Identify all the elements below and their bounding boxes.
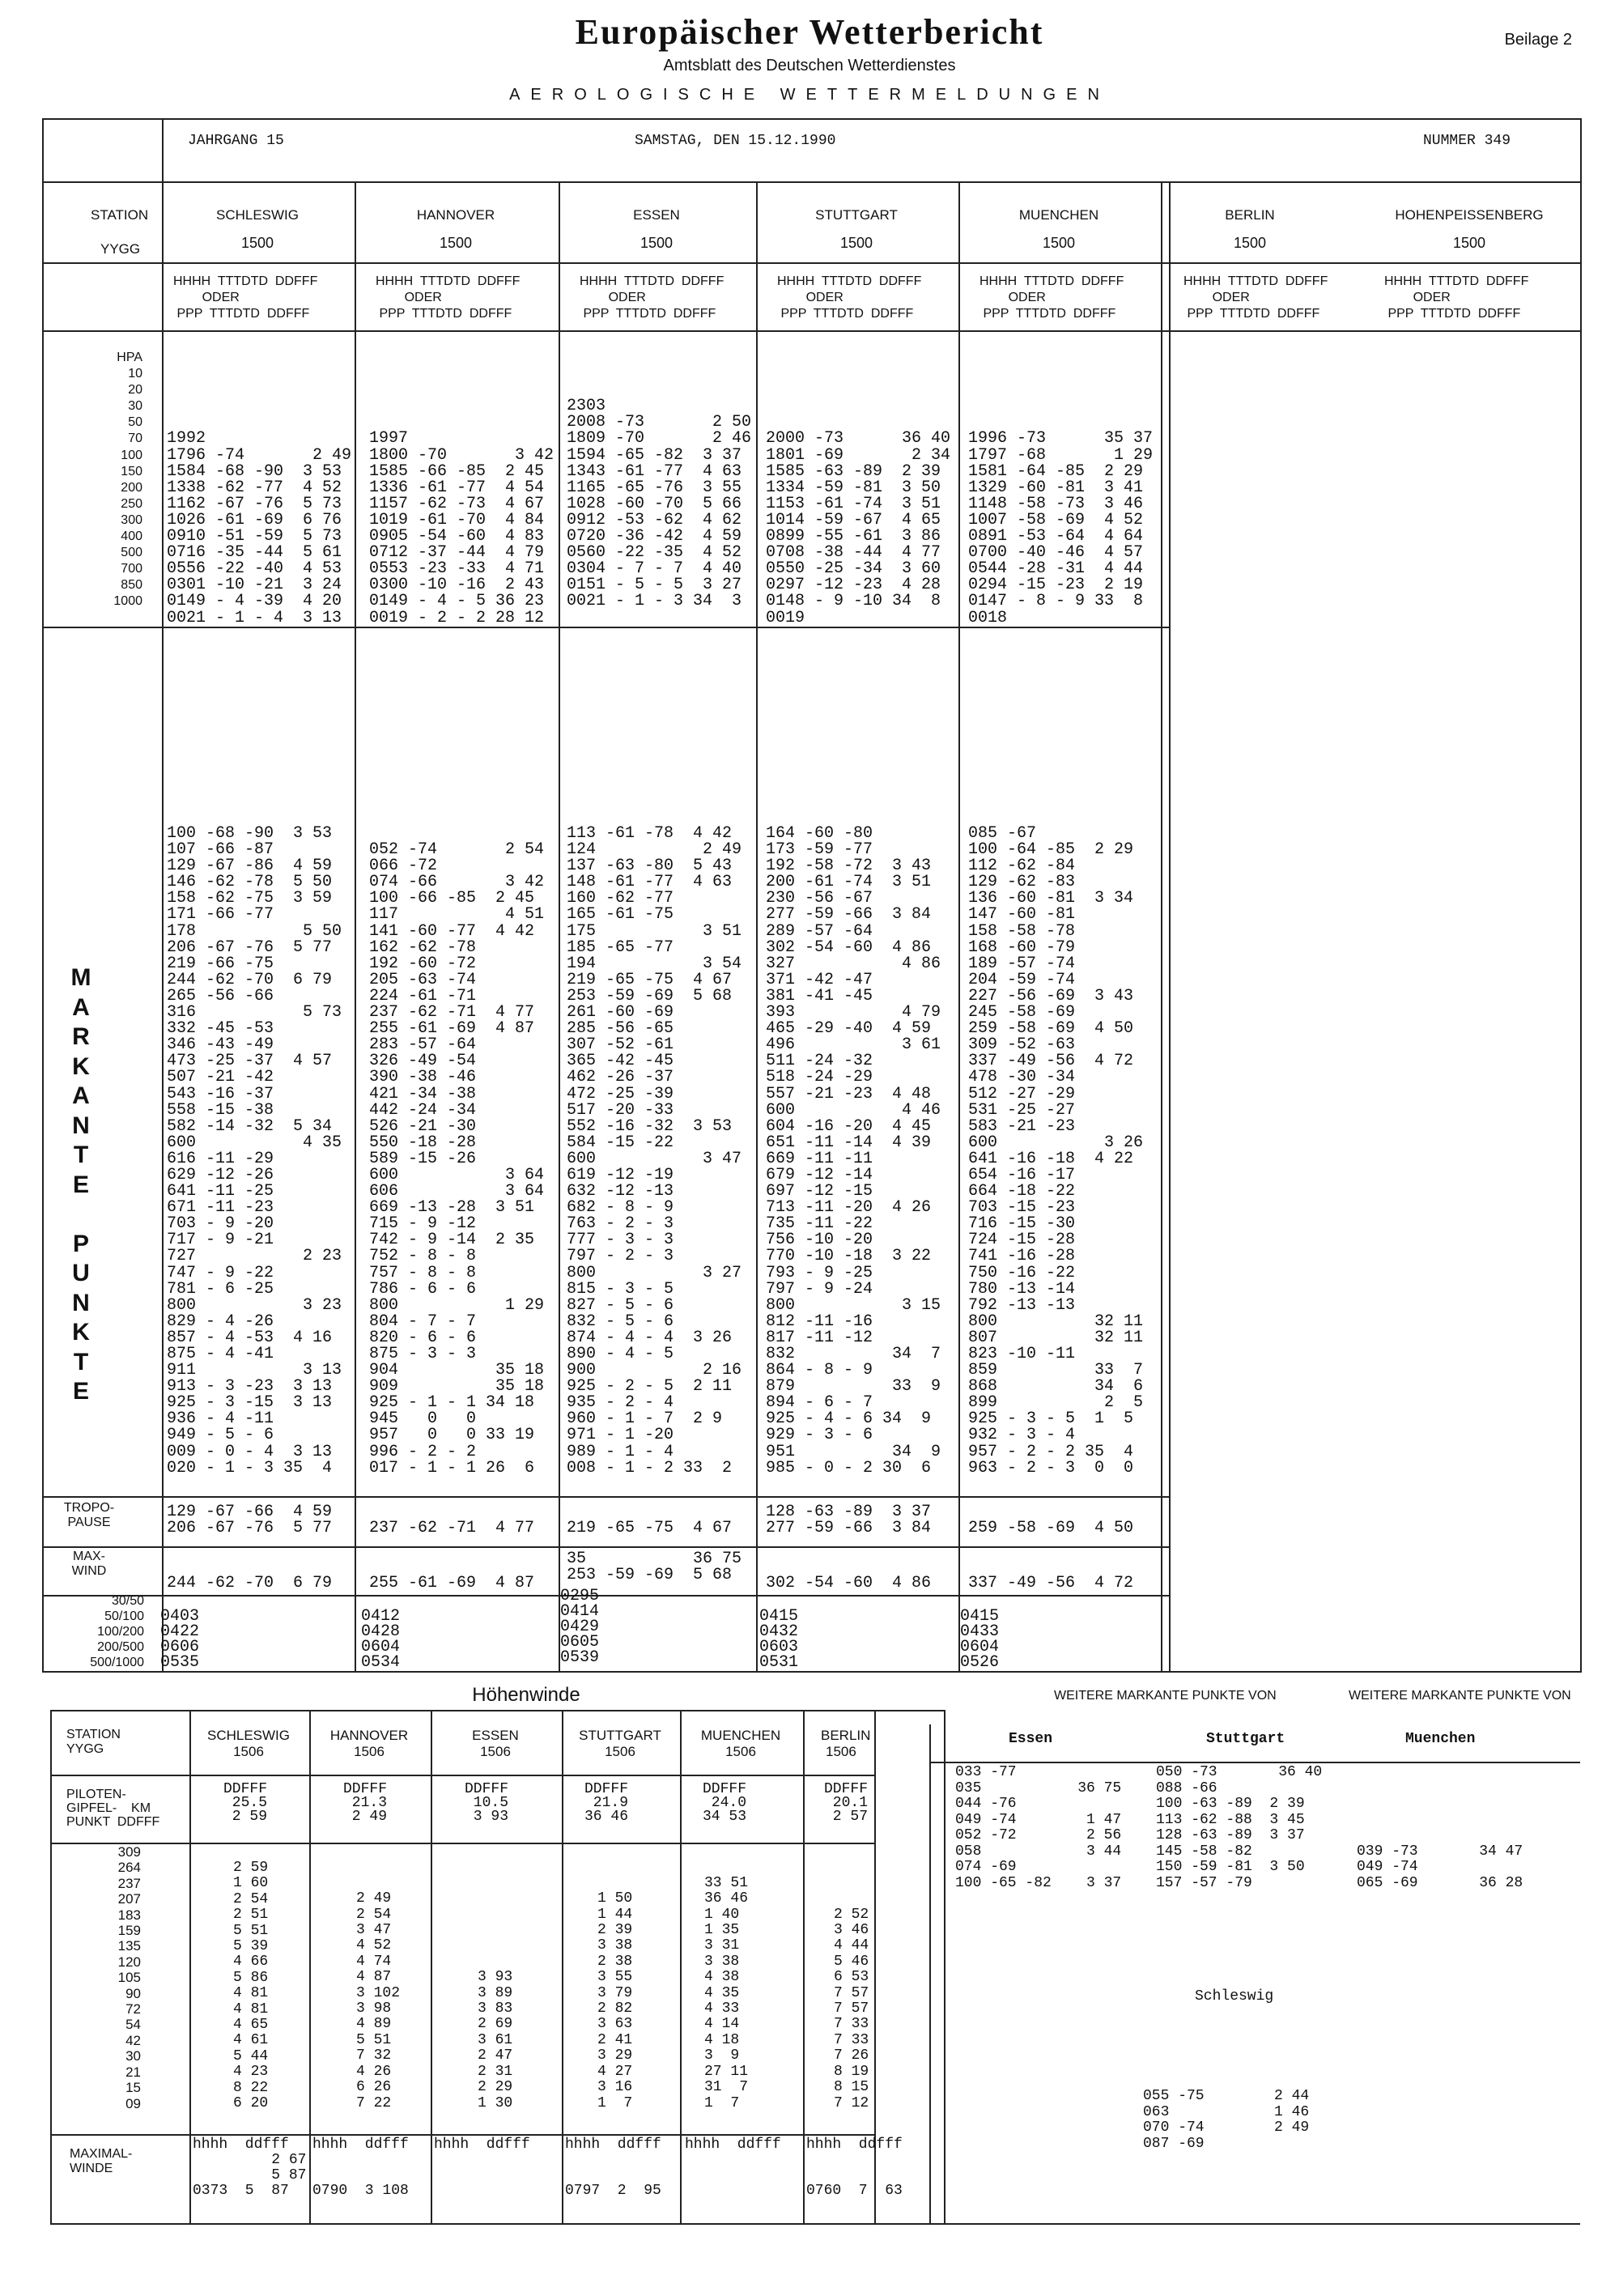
station-time-essen: 1500: [640, 235, 674, 251]
std-levels-hannover: 1997 1800 -70 3 42 1585 -66 -85 2 45 1336 -61 -77 4 54 1157 -62 -73 4 67 1019 -61 -70 4 84 0905 -54 -60 4 83 0712 -37 -44 4 79 0553 -23 -33 4 71 0300 -10 -16 2 43 0149 - 4 - 5 36 23 0019 - 2 - 2 28 12: [369, 429, 555, 627]
hw-yygg-berlin: 1506: [826, 1744, 856, 1759]
beilage-label: Beilage 2: [1504, 31, 1572, 49]
std-levels-essen: 2303 2008 -73 2 50 1809 -70 2 46 1594 -65 -82 3 37 1343 -61 -77 4 63 1165 -65 -76 3 55 1028 -60 -70 5 66 0912 -53 -62 4 62 0720 -36 -42 4 59 0560 -22 -35 4 52 0304 - 7 - 7 4 40 0151 - 5 - 5 3 27 0021 - 1 - 3 34 3: [567, 397, 752, 611]
section-heading: AEROLOGISCHE WETTERMELDUNGEN: [509, 86, 1110, 104]
layers-muenchen: 0415 0433 0604 0526: [960, 1607, 1000, 1672]
layers-stuttgart: 0415 0432 0603 0531: [759, 1607, 799, 1672]
station-name-berlin: BERLIN: [1225, 207, 1275, 223]
station-time-schleswig: 1500: [240, 235, 274, 251]
station-time-stuttgart: 1500: [839, 235, 873, 251]
bulletin-title: Europäischer Wetterbericht: [575, 12, 1044, 52]
column-headers-essen: HHHH TTTDTD DDFFF ODER PPP TTTDTD DDFFF: [580, 274, 725, 321]
hw-station-hannover: HANNOVER: [329, 1728, 409, 1743]
layer-labels: 30/50 50/100 100/200 200/500 500/1000: [90, 1594, 144, 1669]
sig-points-hannover: 052 -74 2 54 066 -72 074 -66 3 42 100 -66 -85 2 45 117 4 51 141 -60 -77 4 42 162 -62 -78 192 -60 -72 205 -63 -74 224 -61 -71 237 -62 -71 4 77 255 -61 -69 4 87 283 -57 -64 326 -49 -54 390 -38 -46 421 -34 -38 442 -24 -34 526 -21 -30 550 -18 -28 589 -15 -26 600 3 64 606 3 64 669 -13 -28 3 51 715 - 9 -12 742 - 9 -14 2 35 752 - 8 - 8 757 - 8 - 8 786 - 6 - 6 800 1 29 804 - 7 - 7 820 - 6 - 6 875 - 3 - 3 904 35 18 909 35 18 925 - 1 - 1 34 18 945 0 0 957 0 0 33 19 996 - 2 - 2 017 - 1 - 1 26 6: [369, 840, 545, 1478]
station-label: STATION: [91, 207, 149, 223]
std-levels-stuttgart: 2000 -73 36 40 1801 -69 2 34 1585 -63 -89 2 39 1334 -59 -81 3 50 1153 -61 -74 3 51 1014 -59 -67 4 65 0899 -55 -61 3 86 0708 -38 -44 4 77 0550 -25 -34 3 60 0297 -12 -23 4 28 0148 - 9 -10 34 8 0019: [766, 429, 951, 627]
tropopause-muenchen: 259 -58 -69 4 50: [968, 1519, 1134, 1538]
weitere-title-1: WEITERE MARKANTE PUNKTE VON: [1054, 1689, 1277, 1703]
station-name-stuttgart: STUTTGART: [815, 207, 898, 223]
sig-points-essen: 113 -61 -78 4 42 124 2 49 137 -63 -80 5 43 148 -61 -77 4 63 160 -62 -77 165 -61 -75 175 3 51 185 -65 -77 194 3 54 219 -65 -75 4 67 253 -59 -69 5 68 261 -60 -69 285 -56 -65 307 -52 -61 365 -42 -45 462 -26 -37 472 -25 -39 517 -20 -33 552 -16 -32 3 53 584 -15 -22 600 3 47 619 -12 -19 632 -12 -13 682 - 8 - 9 763 - 2 - 3 777 - 3 - 3 797 - 2 - 3 800 3 27 815 - 3 - 5 827 - 5 - 6 832 - 5 - 6 874 - 4 - 4 3 26 890 - 4 - 5 900 2 16 925 - 2 - 5 2 11 935 - 2 - 4 960 - 1 - 7 2 9 971 - 1 -20 989 - 1 - 4 008 - 1 - 2 33 2: [567, 824, 742, 1478]
pilot-hannover: DDFFF 21.3 2 49: [343, 1781, 388, 1825]
pilot-label: PILOTEN- GIPFEL- KM PUNKT DDFFF: [66, 1788, 160, 1829]
markante-punkte-label: M A R K A N T E P U N K T E: [70, 964, 91, 1405]
winds-muenchen: 33 51 36 46 1 40 1 35 3 31 3 38 4 38 4 35 4 33 4 14 4 18 3 9 27 11 31 7 1 7: [704, 1874, 749, 2111]
station-name-essen: ESSEN: [633, 207, 680, 223]
column-headers-muenchen: HHHH TTTDTD DDFFF ODER PPP TTTDTD DDFFF: [979, 274, 1124, 321]
hw-station-schleswig: SCHLESWIG: [206, 1728, 291, 1743]
weitere-essen-data: 033 -77 035 36 75 044 -76 049 -74 1 47 052 -72 2 56 058 3 44 074 -69 100 -65 -82 3 37: [955, 1764, 1122, 1891]
weitere-stuttgart-data: 050 -73 36 40 088 -66 100 -63 -89 2 39 113 -62 -88 3 45 128 -63 -89 3 37 145 -58 -82 150 -59 -81 3 50 157 -57 -79: [1156, 1764, 1323, 1891]
hw-yygg-muenchen: 1506: [725, 1744, 756, 1759]
jahrgang: JAHRGANG 15: [188, 133, 284, 149]
column-headers-hannover: HHHH TTTDTD DDFFF ODER PPP TTTDTD DDFFF: [376, 274, 521, 321]
hw-yygg-schleswig: 1506: [233, 1744, 264, 1759]
tropopause-stuttgart: 128 -63 -89 3 37 277 -59 -66 3 84: [766, 1503, 932, 1538]
yygg-label: YYGG: [100, 241, 141, 257]
winds-schleswig: 2 59 1 60 2 54 2 51 5 51 5 39 4 66 5 86 4 81 4 81 4 65 4 61 5 44 4 23 8 22 6 20: [233, 1860, 269, 2112]
station-time-hannover: 1500: [439, 235, 473, 251]
tropopause-essen: 219 -65 -75 4 67: [567, 1519, 733, 1538]
station-name-hannover: HANNOVER: [416, 207, 495, 223]
weitere-essen-title: Essen: [1009, 1731, 1053, 1747]
maxwind-stuttgart: 302 -54 -60 4 86: [766, 1574, 932, 1593]
tropopause-label: TROPO- PAUSE: [63, 1501, 115, 1529]
pilot-essen: DDFFF 10.5 3 93: [465, 1781, 509, 1825]
maxwind-muenchen: 337 -49 -56 4 72: [968, 1574, 1134, 1593]
column-headers-hohenpeissenberg: HHHH TTTDTD DDFFF ODER PPP TTTDTD DDFFF: [1384, 274, 1529, 321]
sig-points-stuttgart: 164 -60 -80 173 -59 -77 192 -58 -72 3 43 200 -61 -74 3 51 230 -56 -67 277 -59 -66 3 84 289 -57 -64 302 -54 -60 4 86 327 4 86 371 -42 -47 381 -41 -45 393 4 79 465 -29 -40 4 59 496 3 61 511 -24 -32 518 -24 -29 557 -21 -23 4 48 600 4 46 604 -16 -20 4 45 651 -11 -14 4 39 669 -11 -11 679 -12 -14 697 -12 -15 713 -11 -20 4 26 735 -11 -22 756 -10 -20 770 -10 -18 3 22 793 - 9 -25 797 - 9 -24 800 3 15 812 -11 -16 817 -11 -12 832 34 7 864 - 8 - 9 879 33 9 894 - 6 - 7 925 - 4 - 6 34 9 929 - 3 - 6 951 34 9 985 - 0 - 2 30 6: [766, 824, 941, 1478]
pilot-stuttgart: DDFFF 21.9 36 46: [584, 1781, 629, 1825]
maxwinde-essen: hhhh ddfff: [434, 2137, 530, 2153]
station-name-hohenpeissenberg: HOHENPEISSENBERG: [1395, 207, 1544, 223]
hw-station-berlin: BERLIN: [821, 1728, 871, 1743]
station-time-muenchen: 1500: [1042, 235, 1076, 251]
winds-berlin: 2 52 3 46 4 44 5 46 6 53 7 57 7 57 7 33 7 33 7 26 8 19 8 15 7 12: [834, 1906, 869, 2111]
maxwinde-stuttgart: hhhh ddfff 0797 2 95: [565, 2137, 661, 2199]
maxwinde-muenchen: hhhh ddfff: [685, 2137, 781, 2153]
weitere-muenchen-title: Muenchen: [1405, 1731, 1476, 1747]
tropopause-schleswig: 129 -67 -66 4 59 206 -67 -76 5 77: [167, 1503, 333, 1538]
bulletin-subtitle: Amtsblatt des Deutschen Wetterdienstes: [663, 57, 956, 74]
layers-schleswig: 0403 0422 0606 0535: [160, 1607, 200, 1672]
maxwind-schleswig: 244 -62 -70 6 79: [167, 1574, 333, 1593]
maxwinde-berlin: hhhh ddfff 0760 7 63: [806, 2137, 903, 2199]
weitere-muenchen-data: 039 -73 34 47 049 -74 065 -69 36 28: [1357, 1843, 1523, 1891]
weitere-schleswig-data: 055 -75 2 44 063 1 46 070 -74 2 49 087 -69: [1143, 2088, 1310, 2152]
column-headers-berlin: HHHH TTTDTD DDFFF ODER PPP TTTDTD DDFFF: [1183, 274, 1328, 321]
maxwinde-label: MAXIMAL- WINDE: [70, 2147, 133, 2175]
sig-points-schleswig: 100 -68 -90 3 53 107 -66 -87 129 -67 -86 4 59 146 -62 -78 5 50 158 -62 -75 3 59 171 -66 -77 178 5 50 206 -67 -76 5 77 219 -66 -75 244 -62 -70 6 79 265 -56 -66 316 5 73 332 -45 -53 346 -43 -49 473 -25 -37 4 57 507 -21 -42 543 -16 -37 558 -15 -38 582 -14 -32 5 34 600 4 35 616 -11 -29 629 -12 -26 641 -11 -25 671 -11 -23 703 - 9 -20 717 - 9 -21 727 2 23 747 - 9 -22 781 - 6 -25 800 3 23 829 - 4 -26 857 - 4 -53 4 16 875 - 4 -41 911 3 13 913 - 3 -23 3 13 925 - 3 -15 3 13 936 - 4 -11 949 - 5 - 6 009 - 0 - 4 3 13 020 - 1 - 3 35 4: [167, 824, 342, 1478]
maxwind-hannover: 255 -61 -69 4 87: [369, 1574, 535, 1593]
maxwinde-schleswig: hhhh ddfff 2 67 5 87 0373 5 87: [193, 2137, 307, 2199]
pilot-berlin: DDFFF 20.1 2 57: [824, 1781, 869, 1825]
layers-essen: 0295 0414 0429 0605 0539: [560, 1587, 600, 1667]
maxwind-essen: 35 36 75 253 -59 -69 5 68: [567, 1550, 742, 1585]
station-time-hohenpeissenberg: 1500: [1452, 235, 1486, 251]
hw-station-essen: ESSEN: [472, 1728, 519, 1743]
wind-levels: 309 264 237 207 183 159 135 120 105 90 72 54 42 30 21 15 09: [117, 1844, 141, 2111]
winds-hannover: 2 49 2 54 3 47 4 52 4 74 4 87 3 102 3 98 4 89 5 51 7 32 4 26 6 26 7 22: [356, 1890, 401, 2111]
pilot-muenchen: DDFFF 24.0 34 53: [703, 1781, 747, 1825]
hw-station-muenchen: MUENCHEN: [700, 1728, 781, 1743]
pressure-levels: HPA 10 20 30 50 70 100 150 200 250 300 400 500 700 850 1000: [113, 351, 142, 609]
maxwinde-hannover: hhhh ddfff 0790 3 108: [312, 2137, 409, 2199]
station-time-berlin: 1500: [1233, 235, 1267, 251]
issue-date: SAMSTAG, DEN 15.12.1990: [635, 133, 836, 149]
std-levels-muenchen: 1996 -73 35 37 1797 -68 1 29 1581 -64 -85 2 29 1329 -60 -81 3 41 1148 -58 -73 3 46 1007 -58 -69 4 52 0891 -53 -64 4 64 0700 -40 -46 4 57 0544 -28 -31 4 44 0294 -15 -23 2 19 0147 - 8 - 9 33 8 0018: [968, 429, 1154, 627]
layers-hannover: 0412 0428 0604 0534: [361, 1607, 401, 1672]
station-name-muenchen: MUENCHEN: [1018, 207, 1099, 223]
weitere-schleswig-title: Schleswig: [1195, 1988, 1274, 2005]
hw-yygg-essen: 1506: [480, 1744, 511, 1759]
tropopause-hannover: 237 -62 -71 4 77: [369, 1519, 535, 1538]
sig-points-muenchen: 085 -67 100 -64 -85 2 29 112 -62 -84 129 -62 -83 136 -60 -81 3 34 147 -60 -81 158 -58 -78 168 -60 -79 189 -57 -74 204 -59 -74 227 -56 -69 3 43 245 -58 -69 259 -58 -69 4 50 309 -52 -63 337 -49 -56 4 72 478 -30 -34 512 -27 -29 531 -25 -27 583 -21 -23 600 3 26 641 -16 -18 4 22 654 -16 -17 664 -18 -22 703 -15 -23 716 -15 -30 724 -15 -28 741 -16 -28 750 -16 -22 780 -13 -14 792 -13 -13 800 32 11 807 32 11 823 -10 -11 859 33 7 868 34 6 899 2 5 925 - 3 - 5 1 5 932 - 3 - 4 957 - 2 - 2 35 4 963 - 2 - 3 0 0: [968, 824, 1144, 1478]
hw-yygg-hannover: 1506: [354, 1744, 385, 1759]
column-headers-schleswig: HHHH TTTDTD DDFFF ODER PPP TTTDTD DDFFF: [173, 274, 318, 321]
winds-station-label: STATION YYGG: [66, 1728, 121, 1756]
winds-essen: 3 93 3 89 3 83 2 69 3 61 2 47 2 31 2 29 1 30: [478, 1969, 513, 2111]
hoehenwinde-title: Höhenwinde: [472, 1684, 580, 1706]
hw-station-stuttgart: STUTTGART: [579, 1728, 661, 1743]
std-levels-schleswig: 1992 1796 -74 2 49 1584 -68 -90 3 53 1338 -62 -77 4 52 1162 -67 -76 5 73 1026 -61 -69 6 76 0910 -51 -59 5 73 0716 -35 -44 5 61 0556 -22 -40 4 53 0301 -10 -21 3 24 0149 - 4 -39 4 20 0021 - 1 - 4 3 13: [167, 429, 352, 627]
maxwind-label: MAX- WIND: [71, 1550, 107, 1578]
hw-yygg-stuttgart: 1506: [605, 1744, 635, 1759]
winds-stuttgart: 1 50 1 44 2 39 3 38 2 38 3 55 3 79 2 82 3 63 2 41 3 29 4 27 3 16 1 7: [597, 1890, 633, 2111]
weitere-title-2: WEITERE MARKANTE PUNKTE VON: [1349, 1689, 1571, 1703]
column-headers-stuttgart: HHHH TTTDTD DDFFF ODER PPP TTTDTD DDFFF: [777, 274, 922, 321]
weitere-stuttgart-title: Stuttgart: [1206, 1731, 1285, 1747]
pilot-schleswig: DDFFF 25.5 2 59: [223, 1781, 268, 1825]
station-name-schleswig: SCHLESWIG: [215, 207, 300, 223]
issue-number: NUMMER 349: [1423, 133, 1511, 149]
